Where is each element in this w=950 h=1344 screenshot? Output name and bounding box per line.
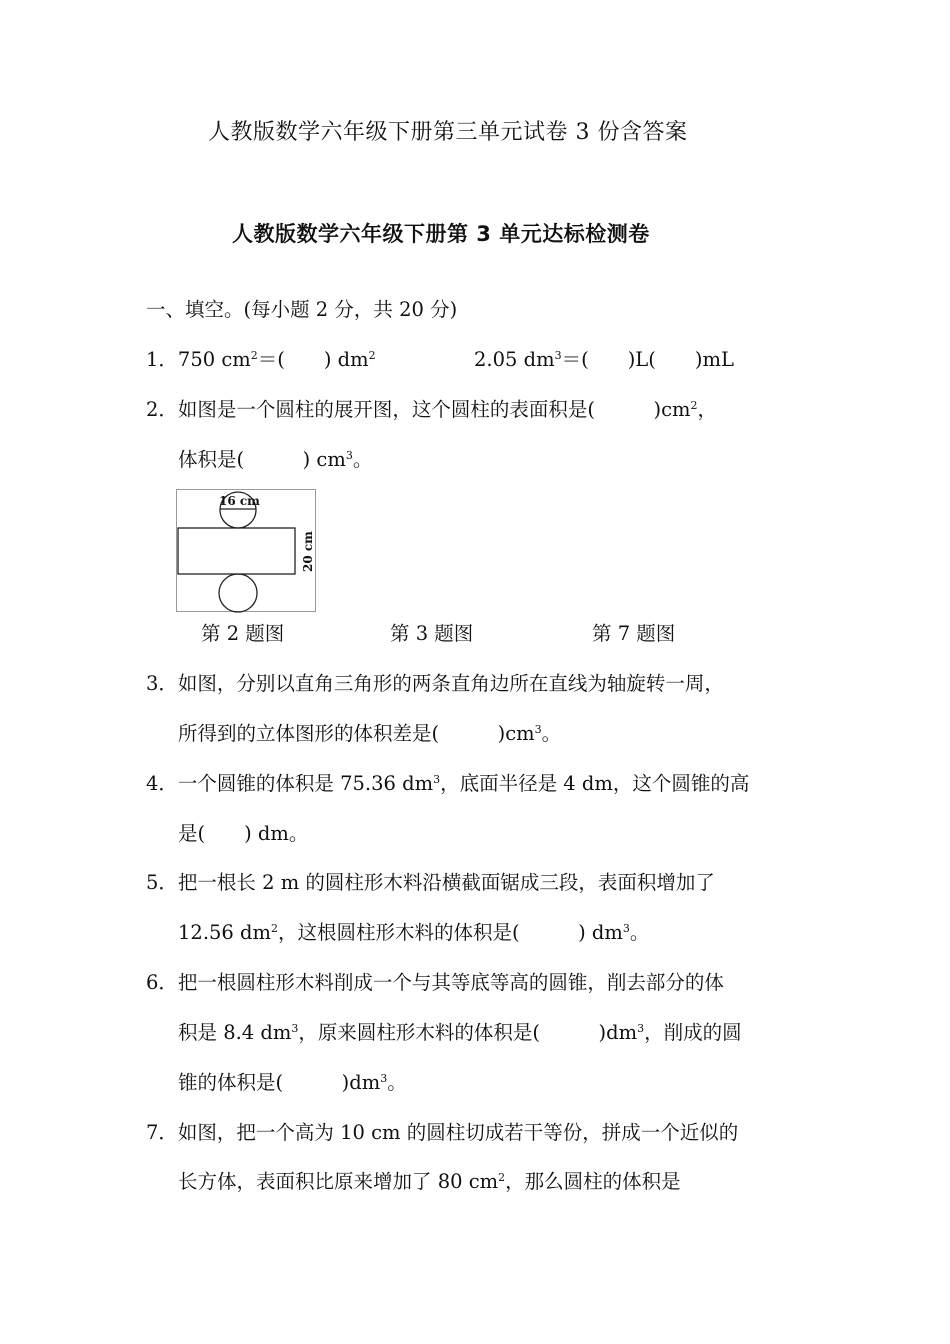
section-heading: 一、填空。(每小题 2 分，共 20 分) [146,298,458,321]
q5-mid: ，这根圆柱形木料的体积是( ) dm [278,921,623,944]
q6-sup2: 3 [637,1022,645,1035]
question-3-line2 [178,721,561,747]
q5-end: 。 [629,921,650,944]
caption-q3: 第 3 题图 [390,622,474,645]
q4-sup: 3 [433,773,441,786]
q3-sup: 3 [534,723,542,736]
q2-sup2: 3 [345,449,353,462]
question-3-line1: 3．如图，分别以直角三角形的两条直角边所在直线为轴旋转一周， [146,672,724,695]
side-rectangle [178,528,295,574]
question-7-line2 [178,1169,681,1195]
q6-text2: 积是 8.4 dm [178,1021,292,1044]
test-subtitle: 人教版数学六年级下册第 3 单元达标检测卷 [232,222,650,246]
q2-text2: 体积是( ) cm [178,448,346,471]
q3-text2: 所得到的立体图形的体积差是( )cm [178,722,535,745]
q7-end: ，那么圆柱的体积是 [505,1170,681,1193]
cylinder-net-figure [176,489,316,612]
q1b-text: 2.05 dm [474,348,555,371]
q6-mid: ，原来圆柱形木料的体积是( )dm [298,1021,638,1044]
q6-end3: 。 [387,1071,407,1094]
q4-end1: ，底面半径是 4 dm，这个圆锥的高 [440,772,750,795]
q7-sup: 2 [498,1171,506,1184]
question-5-line1: 5．把一根长 2 m 的圆柱形木料沿横截面锯成三段，表面积增加了 [146,871,715,894]
question-4-line1 [146,771,749,797]
question-1a [146,347,376,373]
caption-q2: 第 2 题图 [201,622,285,645]
q5-sup: 2 [271,922,278,935]
bottom-circle [219,574,257,612]
q6-end2: ，削成的圆 [644,1021,742,1044]
top-label: 16 cm [219,494,260,508]
q1a-sup: 2 [250,349,258,362]
question-5-line2 [178,920,649,946]
q6-text3: 锥的体积是( )dm [178,1071,381,1094]
q1a-mid: ＝( ) dm [257,348,369,371]
q7-text2: 长方体，表面积比原来增加了 80 cm [178,1170,499,1193]
q2-end1: ， [697,398,718,421]
question-2-line1 [146,397,717,423]
caption-q7: 第 7 题图 [592,622,676,645]
q4-text1: 4．一个圆锥的体积是 75.36 dm [146,772,434,795]
q1a-text: 1．750 cm [146,348,251,371]
q1b-sup: 3 [554,349,562,362]
side-label: 20 cm [301,531,315,572]
q3-end: 。 [541,722,562,745]
document-title: 人教版数学六年级下册第三单元试卷 3 份含答案 [208,120,688,145]
q5-sup2: 3 [622,922,630,935]
q2-end2: 。 [352,448,373,471]
question-4-line2: 是( ) dm。 [178,822,309,845]
q1a-sup2: 2 [368,349,376,362]
question-1b [474,347,734,373]
question-2-line2 [178,447,372,473]
question-7-line1: 7．如图，把一个高为 10 cm 的圆柱切成若干等份，拼成一个近似的 [146,1121,739,1144]
cylinder-net-diagram [177,490,317,613]
q2-text1: 2．如图是一个圆柱的展开图，这个圆柱的表面积是( )cm [146,398,691,421]
q6-sup3: 3 [380,1072,388,1085]
q1b-rest: ＝( )L( )mL [561,348,734,371]
q5-text2: 12.56 dm [178,921,271,944]
q2-sup1: 2 [690,399,698,412]
question-6-line1: 6．把一根圆柱形木料削成一个与其等底等高的圆锥，削去部分的体 [146,971,724,994]
question-6-line3 [178,1070,407,1096]
question-6-line2 [178,1020,742,1046]
q6-sup: 3 [291,1022,299,1035]
